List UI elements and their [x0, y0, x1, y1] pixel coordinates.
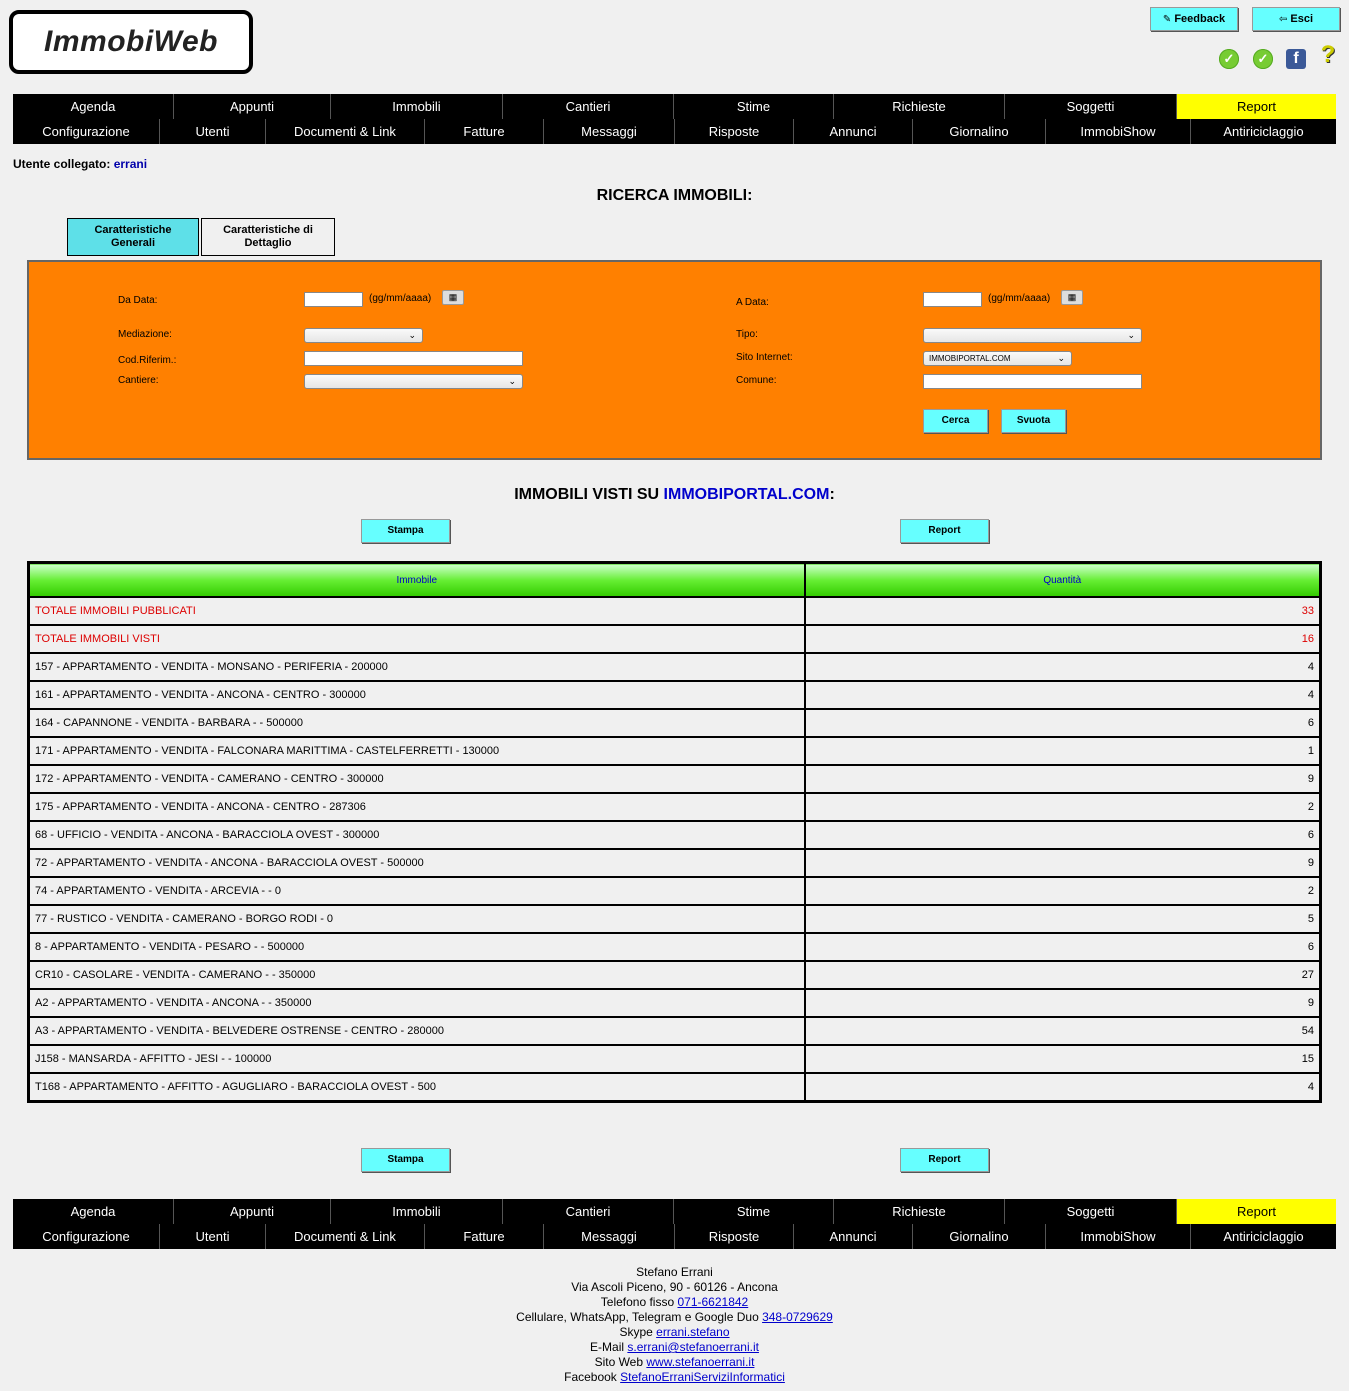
nav-item-risposte[interactable]: Risposte [674, 1224, 793, 1249]
nav-item-risposte[interactable]: Risposte [674, 119, 793, 144]
footer-phone-label: Telefono fisso [600, 1295, 678, 1309]
tab-detail-label: Caratteristiche di Dettaglio [223, 224, 313, 249]
search-button[interactable]: Cerca [923, 409, 988, 433]
cell-quantita: 2 [805, 793, 1321, 821]
cell-quantita: 9 [805, 849, 1321, 877]
chevron-down-icon: ⌄ [508, 376, 516, 386]
cell-immobile: 171 - APPARTAMENTO - VENDITA - FALCONARA MARITTIMA - CASTELFERRETTI - 130000 [29, 737, 805, 765]
nav-item-utenti[interactable]: Utenti [159, 1224, 265, 1249]
tipo-select[interactable] [923, 328, 1142, 343]
results-title-portal: IMMOBIPORTAL.COM [663, 486, 830, 503]
table-row [29, 709, 1321, 737]
footer-skype-line [0, 1325, 1349, 1340]
footer-phone-link[interactable]: 071-6621842 [677, 1295, 749, 1309]
nav-item-giornalino[interactable]: Giornalino [912, 1224, 1045, 1249]
comune-label: Comune: [736, 375, 777, 386]
cell-immobile: 72 - APPARTAMENTO - VENDITA - ANCONA - BARACCIOLA OVEST - 500000 [29, 849, 805, 877]
footer-web-link[interactable]: www.stefanoerrani.it [646, 1355, 755, 1369]
column-header-immobile[interactable]: Immobile [29, 563, 805, 598]
cell-immobile: 8 - APPARTAMENTO - VENDITA - PESARO - - 500000 [29, 933, 805, 961]
cell-immobile: 77 - RUSTICO - VENDITA - CAMERANO - BORGO RODI - 0 [29, 905, 805, 933]
cell-quantita: 16 [805, 625, 1321, 653]
column-header-quantita[interactable]: Quantità [805, 563, 1321, 598]
table-row [29, 737, 1321, 765]
nav-item-cantieri[interactable]: Cantieri [502, 94, 673, 119]
cell-immobile: 175 - APPARTAMENTO - VENDITA - ANCONA - CENTRO - 287306 [29, 793, 805, 821]
exit-label: Esci [1290, 13, 1314, 25]
table-row [29, 989, 1321, 1017]
nav-row-2 [13, 1224, 1336, 1249]
cell-quantita: 4 [805, 681, 1321, 709]
cell-quantita: 9 [805, 989, 1321, 1017]
cell-immobile: J158 - MANSARDA - AFFITTO - JESI - - 100000 [29, 1045, 805, 1073]
nav-item-appunti[interactable]: Appunti [173, 1199, 330, 1224]
table-row [29, 961, 1321, 989]
sito-label: Sito Internet: [736, 352, 793, 363]
cell-immobile: TOTALE IMMOBILI VISTI [29, 625, 805, 653]
facebook-icon[interactable]: f [1286, 49, 1306, 69]
cell-quantita: 5 [805, 905, 1321, 933]
sito-select-value: IMMOBIPORTAL.COM [929, 354, 1011, 363]
cell-quantita: 2 [805, 877, 1321, 905]
logged-user-name: errani [113, 157, 148, 171]
chevron-down-icon: ⌄ [1127, 330, 1135, 340]
cantiere-label: Cantiere: [118, 375, 159, 386]
cell-immobile: 74 - APPARTAMENTO - VENDITA - ARCEVIA - - 0 [29, 877, 805, 905]
from-date-input[interactable] [304, 292, 363, 307]
chevron-down-icon: ⌄ [1057, 353, 1065, 363]
nav-item-utenti[interactable]: Utenti [159, 119, 265, 144]
footer-name: Stefano Errani [636, 1265, 713, 1279]
cell-immobile: 68 - UFFICIO - VENDITA - ANCONA - BARACCIOLA OVEST - 300000 [29, 821, 805, 849]
main-nav-top [13, 94, 1336, 144]
nav-item-fatture[interactable]: Fatture [424, 1224, 543, 1249]
tab-detail[interactable] [201, 218, 335, 256]
tipo-label: Tipo: [736, 329, 758, 340]
table-row [29, 905, 1321, 933]
table-row [29, 1073, 1321, 1102]
exit-icon: ⇦ [1278, 14, 1288, 25]
logged-user [13, 157, 147, 171]
check-icon: ✓ [1253, 49, 1273, 69]
nav-item-annunci[interactable]: Annunci [793, 119, 912, 144]
cell-quantita: 1 [805, 737, 1321, 765]
cell-quantita: 6 [805, 821, 1321, 849]
footer-mobile-link[interactable]: 348-0729629 [762, 1310, 833, 1324]
footer-web-line [0, 1355, 1349, 1370]
results-title-suffix: : [829, 486, 835, 503]
feedback-label: Feedback [1174, 13, 1226, 25]
main-nav-bottom [13, 1199, 1336, 1249]
cell-immobile: T168 - APPARTAMENTO - AFFITTO - AGUGLIARO - BARACCIOLA OVEST - 500 [29, 1073, 805, 1102]
table-row [29, 597, 1321, 625]
footer-facebook-line [0, 1370, 1349, 1385]
cell-immobile: 161 - APPARTAMENTO - VENDITA - ANCONA - CENTRO - 300000 [29, 681, 805, 709]
tab-general-label: Caratteristiche Generali [94, 224, 172, 249]
cell-quantita: 4 [805, 653, 1321, 681]
cell-quantita: 54 [805, 1017, 1321, 1045]
results-table [27, 561, 1322, 1103]
nav-item-immobishow[interactable]: ImmobiShow [1045, 119, 1190, 144]
cell-immobile: 157 - APPARTAMENTO - VENDITA - MONSANO - PERIFERIA - 200000 [29, 653, 805, 681]
to-date-input[interactable] [923, 292, 982, 307]
check-icon: ✓ [1219, 49, 1239, 69]
cell-quantita: 27 [805, 961, 1321, 989]
nav-item-configurazione[interactable]: Configurazione [42, 124, 130, 139]
nav-item-immobili[interactable]: Immobili [330, 94, 502, 119]
table-row [29, 821, 1321, 849]
table-row [29, 765, 1321, 793]
footer-email-link[interactable]: s.errani@stefanoerrani.it [627, 1340, 759, 1354]
help-icon[interactable]: ? [1320, 41, 1336, 68]
feedback-icon: ✎ [1162, 14, 1172, 25]
nav-item-antiriciclaggio[interactable]: Antiriciclaggio [1190, 1224, 1336, 1249]
cell-immobile: A2 - APPARTAMENTO - VENDITA - ANCONA - - 350000 [29, 989, 805, 1017]
comune-input[interactable] [923, 374, 1142, 389]
footer-mobile-line [0, 1310, 1349, 1325]
feedback-button[interactable] [1150, 7, 1238, 31]
nav-item-report[interactable]: Report [1176, 1199, 1336, 1224]
print-button[interactable]: Stampa [361, 519, 450, 543]
to-date-label: A Data: [736, 297, 769, 308]
cell-quantita: 15 [805, 1045, 1321, 1073]
nav-item-immobishow[interactable]: ImmobiShow [1045, 1224, 1190, 1249]
search-title: RICERCA IMMOBILI: [596, 187, 753, 204]
nav-item-richieste[interactable]: Richieste [833, 1199, 1004, 1224]
nav-item-giornalino[interactable]: Giornalino [912, 119, 1045, 144]
nav-item-soggetti[interactable]: Soggetti [1004, 1199, 1176, 1224]
footer-address: Via Ascoli Piceno, 90 - 60126 - Ancona [571, 1280, 778, 1294]
cell-immobile: TOTALE IMMOBILI PUBBLICATI [29, 597, 805, 625]
nav-row-1 [13, 1199, 1336, 1224]
from-date-hint: (gg/mm/aaaa) [369, 293, 432, 304]
cell-immobile: 172 - APPARTAMENTO - VENDITA - CAMERANO - CENTRO - 300000 [29, 765, 805, 793]
table-row [29, 1017, 1321, 1045]
nav-item-stime[interactable]: Stime [673, 94, 833, 119]
nav-item-configurazione[interactable]: Configurazione [42, 1229, 130, 1244]
nav-item-appunti[interactable]: Appunti [173, 94, 330, 119]
calendar-icon[interactable]: ▦ [1061, 290, 1083, 305]
footer-skype-link[interactable]: errani.stefano [656, 1325, 730, 1339]
codrif-label: Cod.Riferim.: [118, 355, 177, 366]
search-panel [27, 260, 1322, 460]
to-date-hint: (gg/mm/aaaa) [988, 293, 1051, 304]
tab-general[interactable] [67, 218, 199, 256]
footer-mobile-label: Cellulare, WhatsApp, Telegram e Google Duo [516, 1310, 763, 1324]
clear-button[interactable]: Svuota [1001, 409, 1066, 433]
footer-email-line [0, 1340, 1349, 1355]
from-date-label: Da Data: [118, 295, 158, 306]
table-row [29, 793, 1321, 821]
logged-user-label: Utente collegato: [13, 157, 111, 171]
footer-facebook-link[interactable]: StefanoErraniServiziInformatici [620, 1370, 785, 1384]
footer-skype-label: Skype [619, 1325, 657, 1339]
nav-item-cantieri[interactable]: Cantieri [502, 1199, 673, 1224]
table-row [29, 933, 1321, 961]
nav-item-documenti-link[interactable]: Documenti & Link [265, 119, 424, 144]
app-logo: ImmobiWeb [9, 10, 253, 74]
calendar-icon[interactable]: ▦ [442, 290, 464, 305]
nav-item-fatture[interactable]: Fatture [424, 119, 543, 144]
cantiere-select[interactable] [304, 374, 523, 389]
table-row [29, 849, 1321, 877]
cell-quantita: 6 [805, 709, 1321, 737]
nav-item-messaggi[interactable]: Messaggi [543, 119, 674, 144]
exit-button[interactable] [1252, 7, 1340, 31]
nav-item-messaggi[interactable]: Messaggi [543, 1224, 674, 1249]
nav-item-stime[interactable]: Stime [673, 1199, 833, 1224]
nav-item-agenda[interactable]: Agenda [70, 99, 116, 114]
cell-immobile: A3 - APPARTAMENTO - VENDITA - BELVEDERE OSTRENSE - CENTRO - 280000 [29, 1017, 805, 1045]
print-button[interactable]: Stampa [361, 1148, 450, 1172]
cell-quantita: 6 [805, 933, 1321, 961]
footer-email-label: E-Mail [590, 1340, 628, 1354]
nav-item-richieste[interactable]: Richieste [833, 94, 1004, 119]
mediazione-select[interactable] [304, 328, 423, 343]
footer-phone-line [0, 1295, 1349, 1310]
report-button[interactable]: Report [900, 519, 989, 543]
report-button[interactable]: Report [900, 1148, 989, 1172]
sito-select[interactable] [923, 351, 1072, 366]
nav-item-immobili[interactable]: Immobili [330, 1199, 502, 1224]
cell-immobile: 164 - CAPANNONE - VENDITA - BARBARA - - 500000 [29, 709, 805, 737]
footer-facebook-label: Facebook [564, 1370, 621, 1384]
nav-item-antiriciclaggio[interactable]: Antiriciclaggio [1190, 119, 1336, 144]
table-row [29, 1045, 1321, 1073]
footer [0, 1265, 1349, 1385]
table-row [29, 681, 1321, 709]
nav-item-annunci[interactable]: Annunci [793, 1224, 912, 1249]
nav-row-1 [13, 94, 1336, 119]
nav-item-soggetti[interactable]: Soggetti [1004, 94, 1176, 119]
results-title [0, 486, 1349, 504]
nav-row-2 [13, 119, 1336, 144]
chevron-down-icon: ⌄ [408, 330, 416, 340]
table-row [29, 653, 1321, 681]
cell-immobile: CR10 - CASOLARE - VENDITA - CAMERANO - - 350000 [29, 961, 805, 989]
cell-quantita: 4 [805, 1073, 1321, 1102]
codrif-input[interactable] [304, 351, 523, 366]
footer-web-label: Sito Web [594, 1355, 647, 1369]
cell-quantita: 33 [805, 597, 1321, 625]
results-title-prefix: IMMOBILI VISTI SU [514, 486, 664, 503]
table-row [29, 877, 1321, 905]
table-header [29, 563, 1321, 598]
mediazione-label: Mediazione: [118, 329, 172, 340]
nav-item-documenti-link[interactable]: Documenti & Link [265, 1224, 424, 1249]
table-row [29, 625, 1321, 653]
cell-quantita: 9 [805, 765, 1321, 793]
nav-item-agenda[interactable]: Agenda [70, 1204, 116, 1219]
nav-item-report[interactable]: Report [1176, 94, 1336, 119]
